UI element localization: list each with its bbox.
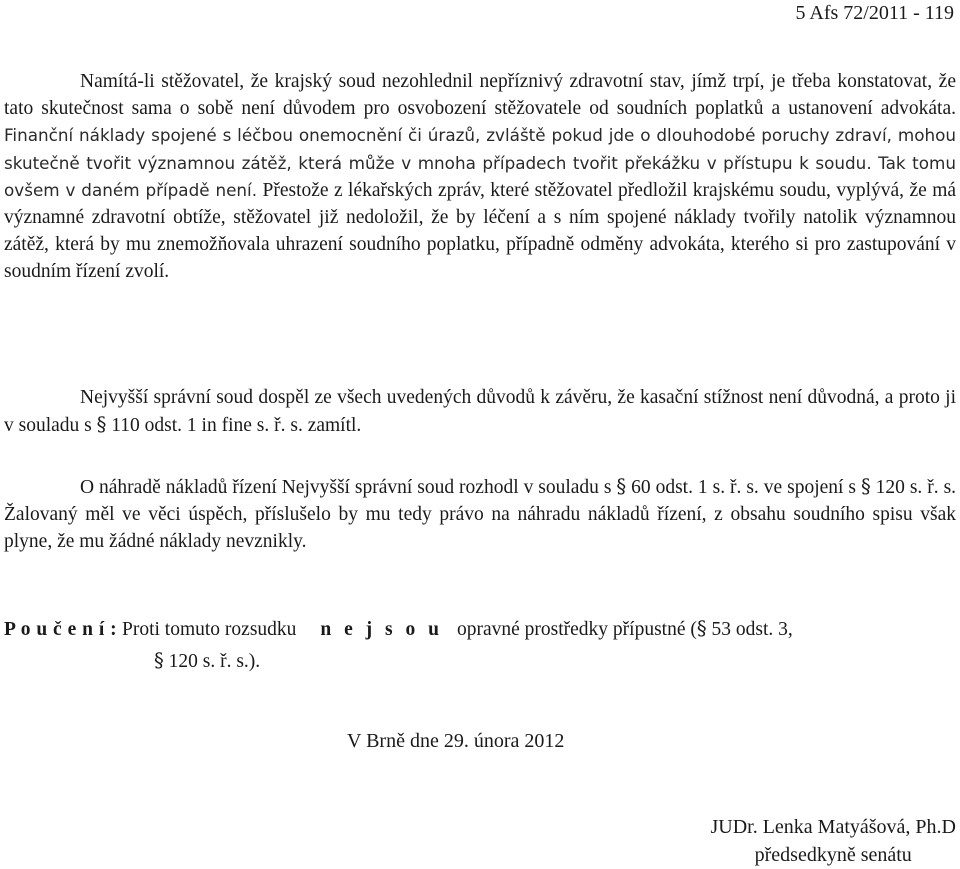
paragraph-text: Namítá-li stěžovatel, že krajský soud nezohlednil nepříznivý zdravotní stav, jímž trpí, je třeba konstatovat, že tato skutečnost sama o sobě není důvodem pro osvobození stěžovatele od soudních poplatků a ustanovení advokáta.: [4, 71, 956, 120]
paragraph-text: 110 odst. 1 in fine s. ř. s. zamítl.: [111, 415, 362, 437]
paragraph-text: 120 s. ř. s. Žalovaný měl ve věci úspěch, příslušelo by mu tedy právo na náhradu nákladů řízení, z obsahu soudního spisu však plyne, že mu žádné náklady nevznikly.: [4, 477, 957, 553]
section-sign-icon: §: [154, 649, 164, 672]
section-sign-icon: §: [96, 413, 107, 437]
section-sign-icon: §: [616, 475, 627, 498]
place-and-date: V Brně dne 29. února 2012: [347, 730, 565, 752]
signature-block: [710, 813, 956, 869]
paragraph-text: opravné prostředky přípustné (: [456, 619, 697, 640]
paragraph-costs: [4, 473, 956, 556]
section-sign-icon: §: [860, 475, 871, 498]
paragraph-health-condition: [4, 68, 956, 286]
instruction-label: P o u č e n í :: [4, 619, 118, 640]
paragraph-text: 120 s. ř. s.).: [168, 651, 261, 672]
paragraph-instruction: [4, 613, 956, 677]
paragraph-conclusion: [4, 384, 956, 439]
emphasis-text: n e j s o u: [320, 619, 443, 640]
paragraph-text: 53 odst. 3,: [711, 619, 793, 640]
paragraph-text: Nejvyšší správní soud dospěl ze všech uvedených důvodů k závěru, že kasační stížnost není důvodná, a proto ji v souladu s: [4, 387, 956, 437]
paragraph-text: 60 odst. 1 s. ř. s. ve spojení s: [631, 477, 856, 498]
paragraph-text: Proti tomuto rozsudku: [122, 619, 297, 640]
signer-name: JUDr. Lenka Matyášová, Ph.D: [710, 816, 956, 838]
paragraph-text: O náhradě nákladů řízení Nejvyšší správní soud rozhodl v souladu s: [80, 477, 612, 498]
paragraph-text: Přestože z lékařských zpráv, které stěžovatel předložil krajskému soudu, vyplývá, že má významné zdravotní obtíže, stěžovatel již nedoložil, že by léčení a s ním spojené náklady tvořily natolik významnou zátěž, která by mu znemožňovala uhrazení soudního poplatku, případně odměny advokáta, kterého si pro zastupování v soudním řízení zvolí.: [4, 179, 957, 283]
case-number: 5 Afs 72/2011 - 119: [795, 2, 954, 24]
section-sign-icon: §: [696, 617, 707, 640]
signer-role: předsedkyně senátu: [754, 844, 912, 866]
paragraph-text-sans: Finanční náklady spojené s léčbou onemocnění či úrazů, zvláště pokud jde o dlouhodobé poruchy zdraví, mohou skutečně tvořit významnou zátěž, která může v mnoha případech tvořit překážku v přístupu k soudu. Tak tomu ovšem v daném případě není.: [4, 125, 956, 200]
